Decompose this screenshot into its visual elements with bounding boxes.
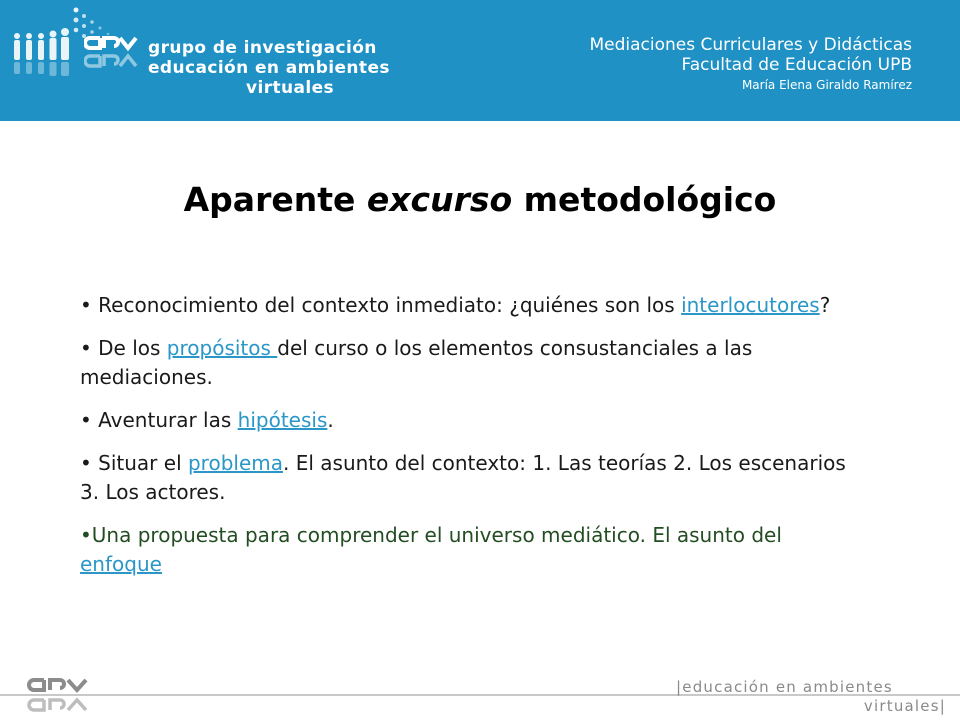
- bullet-text-end: del curso o los elementos consustanciales a las mediaciones.: [80, 336, 753, 389]
- link-enfoque[interactable]: enfoque: [80, 552, 162, 576]
- logo-line-2: educación en ambientes: [148, 58, 390, 78]
- header-banner: [0, 0, 960, 121]
- bullet-item: [80, 291, 870, 320]
- bullet-text: • Situar el: [80, 451, 188, 475]
- header-info: [589, 35, 912, 94]
- bullet-item: [80, 334, 870, 392]
- footer-eav-logo-icon: [26, 676, 96, 718]
- slide-title: [0, 180, 960, 219]
- link-propositos[interactable]: propósitos: [166, 336, 278, 360]
- logo-line-3: virtuales: [246, 78, 335, 98]
- group-logo-text: [148, 38, 390, 98]
- bullet-item: [80, 406, 870, 435]
- title-emphasis: excurso: [366, 180, 513, 219]
- bullet-text-end: ?: [819, 293, 831, 317]
- footer-text-2: virtuales|: [863, 697, 946, 715]
- course-name: Mediaciones Curriculares y Didácticas: [589, 35, 912, 55]
- link-interlocutores[interactable]: interlocutores: [681, 293, 820, 317]
- bullet-text-end: .: [327, 408, 334, 432]
- eav-logo-icon: [84, 34, 142, 80]
- bullet-text: • Aventurar las: [80, 408, 238, 432]
- author-name: María Elena Giraldo Ramírez: [741, 78, 912, 92]
- footer-text-1: |educación en ambientes: [676, 678, 893, 696]
- title-part-3: metodológico: [512, 180, 777, 219]
- link-hipotesis[interactable]: hipótesis: [237, 408, 328, 432]
- bullet-item: [80, 449, 870, 507]
- footer-label-1: educación en ambientes: [682, 678, 893, 696]
- bullet-item: [80, 521, 870, 579]
- bullet-text-end: . El asunto del contexto: 1. Las teorías 2. Los escenarios 3. Los actores.: [80, 451, 846, 504]
- footer-label-2: virtuales: [863, 697, 940, 715]
- bullet-text: •Una propuesta para comprender el universo mediático. El asunto del: [80, 523, 782, 547]
- bullet-text: • De los: [80, 336, 167, 360]
- title-part-1: Aparente: [183, 180, 367, 219]
- bullet-list: [80, 291, 870, 593]
- people-logo-icon: [10, 28, 72, 78]
- bullet-text: • Reconocimiento del contexto inmediato: ¿quiénes son los: [80, 293, 682, 317]
- link-problema[interactable]: problema: [187, 451, 283, 475]
- faculty-name: Facultad de Educación UPB: [681, 55, 912, 75]
- logo-line-1: grupo de investigación: [148, 38, 377, 58]
